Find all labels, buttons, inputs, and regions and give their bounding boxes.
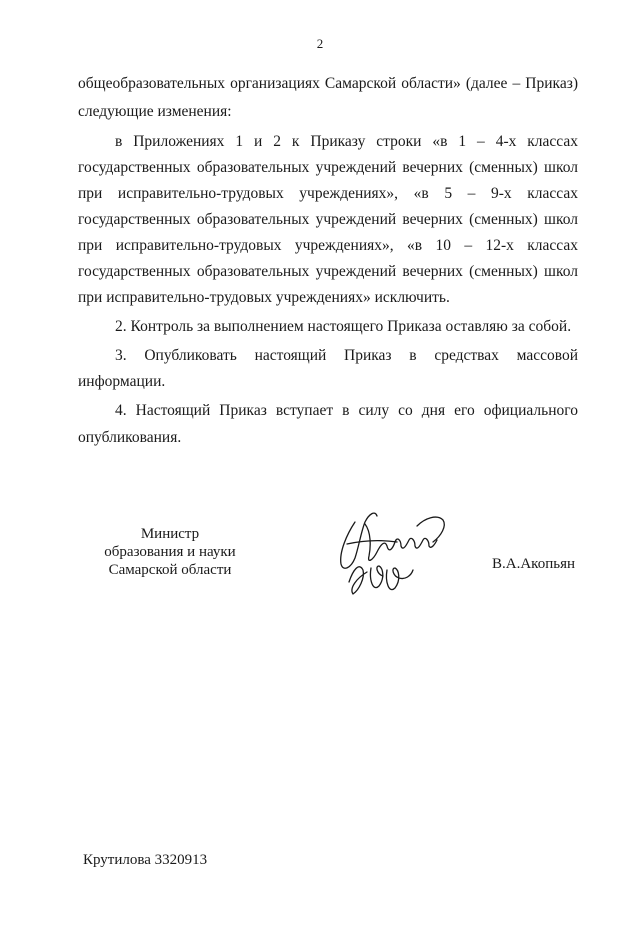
executor-contact: Крутилова 3320913 [83,852,208,868]
paragraph-2-line-1: 2. Контроль за выполнением настоящего Приказа оставляю за собой. [115,318,572,335]
signatory-title-line-3: Самарской области [108,562,232,578]
paragraph-1-line-6: государственных образовательных учреждений вечерних (сменных) школ [78,263,578,280]
signatory-title [80,525,260,579]
paragraph-0-line-1: общеобразовательных организациях Самарской области» (далее – Приказ) [78,75,578,92]
paragraph-1-line-3: при исправительно-трудовых учреждениях», «в 5 – 9-х классах [78,185,578,202]
paragraph-4-line-2: опубликования. [78,429,182,446]
page-number: 2 [316,36,324,51]
paragraph-1-line-4: государственных образовательных учреждений вечерних (сменных) школ [78,211,578,228]
paragraph-3-line-2: информации. [78,373,166,390]
signatory-title-line-1: Министр [140,526,200,542]
signatory-title-line-2: образования и науки [104,544,236,560]
paragraph-1-line-7: при исправительно-трудовых учреждениях» исключить. [78,289,450,306]
paragraph-0-line-2: следующие изменения: [78,103,232,120]
handwritten-signature [325,500,460,605]
paragraph-1-line-2: государственных образовательных учреждений вечерних (сменных) школ [78,159,578,176]
paragraph-4-line-1: 4. Настоящий Приказ вступает в силу со дня его официального [115,402,578,419]
paragraph-3-line-1: 3. Опубликовать настоящий Приказ в средствах массовой [115,347,578,364]
paragraph-1-line-1: в Приложениях 1 и 2 к Приказу строки «в 1 – 4-х классах [115,133,578,150]
paragraph-1-line-5: при исправительно-трудовых учреждениях», «в 10 – 12-х классах [78,237,578,254]
signer-name: В.А.Акопьян [492,556,575,572]
